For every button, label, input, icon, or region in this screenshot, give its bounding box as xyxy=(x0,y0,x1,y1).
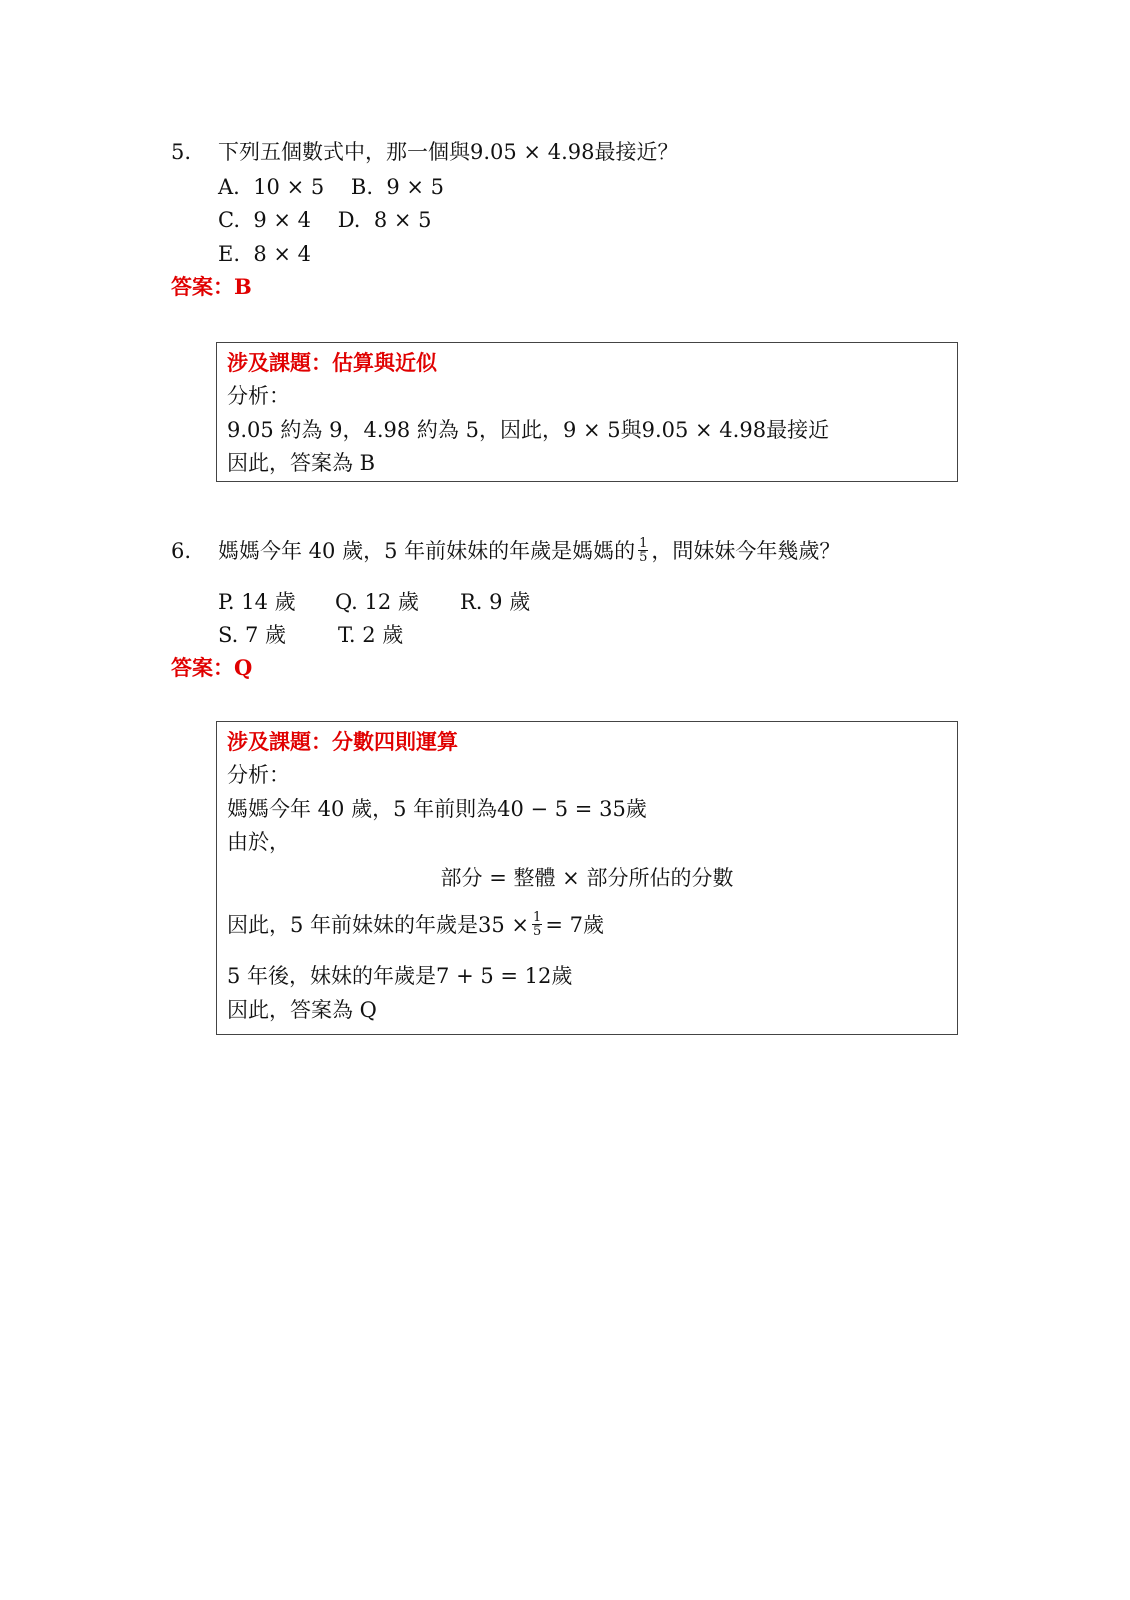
question-5-number: 5. xyxy=(171,140,192,164)
question-6-text-before: 媽媽今年 40 歲，5 年前妹妹的年歲是媽媽的 xyxy=(218,539,636,563)
question-6-analysis-line3 xyxy=(227,910,604,940)
question-5-options-row1: A. 10 × 5 B. 9 × 5 xyxy=(218,175,445,199)
question-6-answer: 答案：Q xyxy=(171,655,253,680)
question-6-line3-before: 因此，5 年前妹妹的年歲是35 × xyxy=(227,913,530,937)
question-6-analysis-line4: 5 年後，妹妹的年歲是7 + 5 = 12歲 xyxy=(227,964,573,988)
question-6-line3-fraction xyxy=(532,911,542,938)
option-q: Q. 12 歲 xyxy=(335,590,419,614)
question-5-topic: 涉及課題：估算與近似 xyxy=(227,350,437,375)
question-6-formula: 部分 = 整體 × 部分所佔的分數 xyxy=(440,866,734,890)
question-6-number: 6. xyxy=(171,539,192,563)
question-6-line3-fraction-denominator: 5 xyxy=(533,924,542,939)
option-p: P. 14 歲 xyxy=(218,590,296,614)
question-6-line3-after: = 7歲 xyxy=(545,913,604,937)
question-5-analysis-line2: 因此，答案為 B xyxy=(227,451,376,475)
question-6-text-after: ，問妹妹今年幾歲？ xyxy=(651,539,841,563)
option-t: T. 2 歲 xyxy=(338,623,404,647)
question-6-fraction-numerator: 1 xyxy=(639,536,648,551)
question-6-fraction-denominator: 5 xyxy=(639,550,648,565)
question-6-text xyxy=(218,536,840,566)
question-6-analysis-box xyxy=(216,721,958,1035)
question-6-topic: 涉及課題：分數四則運算 xyxy=(227,729,458,754)
question-6-analysis-line1: 媽媽今年 40 歲，5 年前則為40 − 5 = 35歲 xyxy=(227,797,647,821)
question-5-answer: 答案：B xyxy=(171,274,252,299)
question-5-analysis-box xyxy=(216,342,958,482)
question-6-analysis-label: 分析： xyxy=(227,763,290,787)
question-6-line3-fraction-numerator: 1 xyxy=(533,910,542,925)
question-5-analysis-line1: 9.05 約為 9，4.98 約為 5，因此，9 × 5與9.05 × 4.98最接近 xyxy=(227,418,830,442)
option-s: S. 7 歲 xyxy=(218,623,287,647)
question-6-fraction xyxy=(638,537,648,564)
question-6-analysis-line5: 因此，答案為 Q xyxy=(227,998,377,1022)
question-5-text: 下列五個數式中，那一個與9.05 × 4.98最接近？ xyxy=(218,140,679,164)
option-r: R. 9 歲 xyxy=(460,590,531,614)
question-5-analysis-label: 分析： xyxy=(227,384,290,408)
question-6-analysis-line2: 由於， xyxy=(227,830,290,854)
question-5-options-row2: C. 9 × 4 D. 8 × 5 xyxy=(218,208,432,232)
question-5-options-row3: E. 8 × 4 xyxy=(218,242,312,266)
